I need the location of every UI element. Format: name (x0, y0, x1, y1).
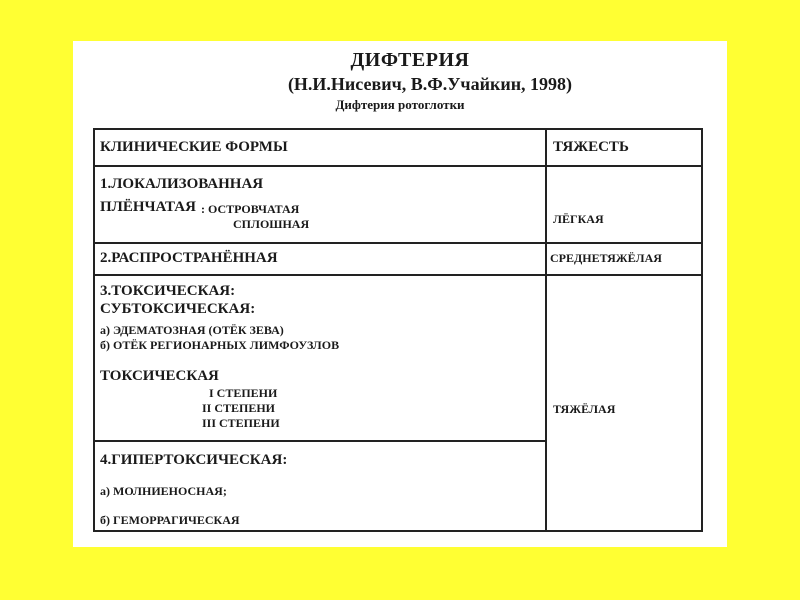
row3-subtoxic: СУБТОКСИЧЕСКАЯ: (100, 301, 256, 317)
row1-sub-islet: : ОСТРОВЧАТАЯ (201, 202, 300, 216)
document-page (73, 41, 727, 547)
row3-title: 3.ТОКСИЧЕСКАЯ: (100, 283, 236, 299)
row2-severity: СРЕДНЕТЯЖЁЛАЯ (550, 251, 662, 265)
row1-membranous: ПЛЁНЧАТАЯ (100, 199, 196, 215)
column-divider (545, 130, 547, 530)
row3-toxic: ТОКСИЧЕСКАЯ (100, 368, 219, 384)
row3-degree-1: I СТЕПЕНИ (209, 386, 278, 400)
row1-sub-continuous: СПЛОШНАЯ (233, 217, 310, 231)
header-divider (95, 165, 701, 167)
header-forms: КЛИНИЧЕСКИЕ ФОРМЫ (100, 139, 288, 155)
page-subtitle: Дифтерия ротоглотки (335, 97, 465, 112)
row4-item-a: а) МОЛНИЕНОСНАЯ; (100, 484, 227, 498)
row1-severity: ЛЁГКАЯ (553, 212, 604, 226)
row4-title: 4.ГИПЕРТОКСИЧЕСКАЯ: (100, 452, 288, 468)
classification-table (93, 128, 703, 532)
row4-item-b: б) ГЕМОРРАГИЧЕСКАЯ (100, 513, 240, 527)
row2-divider (95, 274, 701, 276)
row3-divider (95, 440, 545, 442)
row3-item-b: б) ОТЁК РЕГИОНАРНЫХ ЛИМФОУЗЛОВ (100, 338, 340, 352)
row3-severity: ТЯЖЁЛАЯ (553, 402, 616, 416)
row3-degree-2: II СТЕПЕНИ (202, 401, 276, 415)
row2-title: 2.РАСПРОСТРАНЁННАЯ (100, 250, 278, 266)
row3-degree-3: III СТЕПЕНИ (202, 416, 280, 430)
header-severity: ТЯЖЕСТЬ (553, 139, 629, 155)
row1-title: 1.ЛОКАЛИЗОВАННАЯ (100, 176, 264, 192)
row3-item-a: а) ЭДЕМАТОЗНАЯ (ОТЁК ЗЕВА) (100, 323, 284, 337)
row1-divider (95, 242, 701, 244)
page-title: ДИФТЕРИЯ (350, 49, 470, 71)
page-authors: (Н.И.Нисевич, В.Ф.Учайкин, 1998) (287, 74, 573, 94)
